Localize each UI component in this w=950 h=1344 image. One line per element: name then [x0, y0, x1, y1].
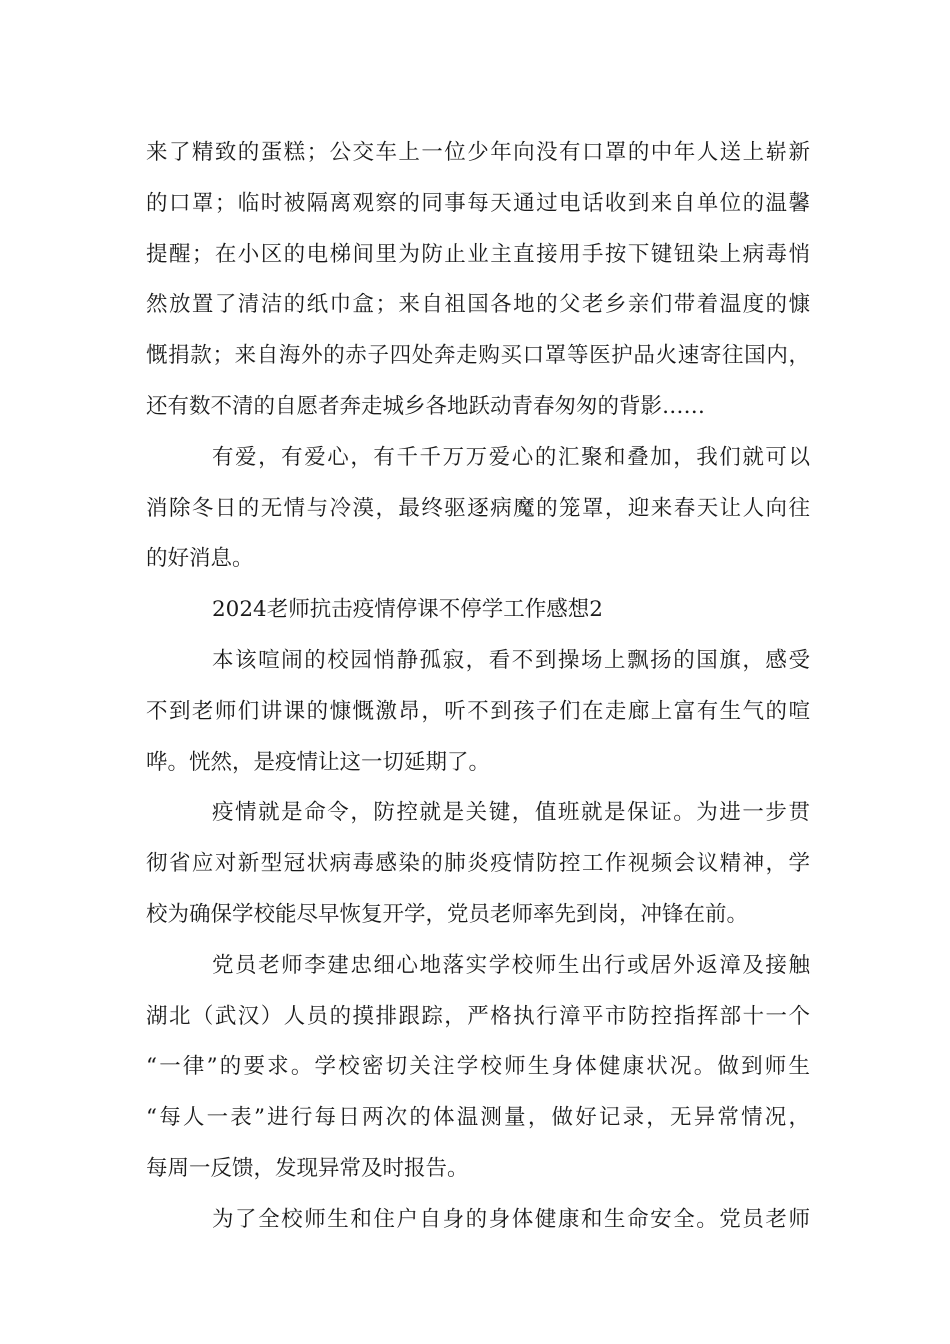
paragraph-first-line: 疫情就是命令，防控就是关键，值班就是保证。为进一步贯 [212, 800, 810, 826]
text-line: 还有数不清的自愿者奔走城乡各地跃动青春匆匆的背影…… [146, 393, 706, 419]
text-line: “每人一表”进行每日两次的体温测量，做好记录，无异常情况， [146, 1105, 810, 1131]
text-line: 的口罩；临时被隔离观察的同事每天通过电话收到来自单位的温馨 [146, 190, 810, 216]
text-line: 哗。恍然，是疫情让这一切延期了。 [146, 749, 491, 775]
text-line: 慨捐款；来自海外的赤子四处奔走购买口罩等医护品火速寄往国内， [146, 343, 810, 369]
paragraph-first-line: 本该喧闹的校园悄静孤寂，看不到操场上飘扬的国旗，感受 [212, 647, 810, 673]
text-line: 然放置了清洁的纸巾盒；来自祖国各地的父老乡亲们带着温度的慷 [146, 292, 810, 318]
paragraph-first-line: 为了全校师生和住户自身的身体健康和生命安全。党员老师 [212, 1206, 810, 1232]
text-line: 每周一反馈，发现异常及时报告。 [146, 1155, 469, 1181]
paragraph-first-line: 有爱，有爱心，有千千万万爱心的汇聚和叠加，我们就可以 [212, 444, 810, 470]
document-body [146, 128, 810, 1246]
text-line: 湖北（武汉）人员的摸排跟踪，严格执行漳平市防控指挥部十一个 [146, 1003, 810, 1029]
text-line: “一律”的要求。学校密切关注学校师生身体健康状况。做到师生 [146, 1054, 810, 1080]
text-line: 彻省应对新型冠状病毒感染的肺炎疫情防控工作视频会议精神，学 [146, 851, 810, 877]
text-line: 提醒；在小区的电梯间里为防止业主直接用手按下键钮染上病毒悄 [146, 241, 810, 267]
text-line: 的好消息。 [146, 546, 254, 572]
section-heading: 2024老师抗击疫情停课不停学工作感想2 [212, 597, 603, 623]
text-line: 不到老师们讲课的慷慨激昂，听不到孩子们在走廊上富有生气的喧 [146, 698, 810, 724]
text-line: 校为确保学校能尽早恢复开学，党员老师率先到岗，冲锋在前。 [146, 901, 749, 927]
paragraph-first-line: 党员老师李建忠细心地落实学校师生出行或居外返漳及接触 [212, 952, 810, 978]
text-line: 消除冬日的无情与冷漠，最终驱逐病魔的笼罩，迎来春天让人向往 [146, 495, 810, 521]
text-line: 来了精致的蛋糕；公交车上一位少年向没有口罩的中年人送上崭新 [146, 140, 810, 165]
